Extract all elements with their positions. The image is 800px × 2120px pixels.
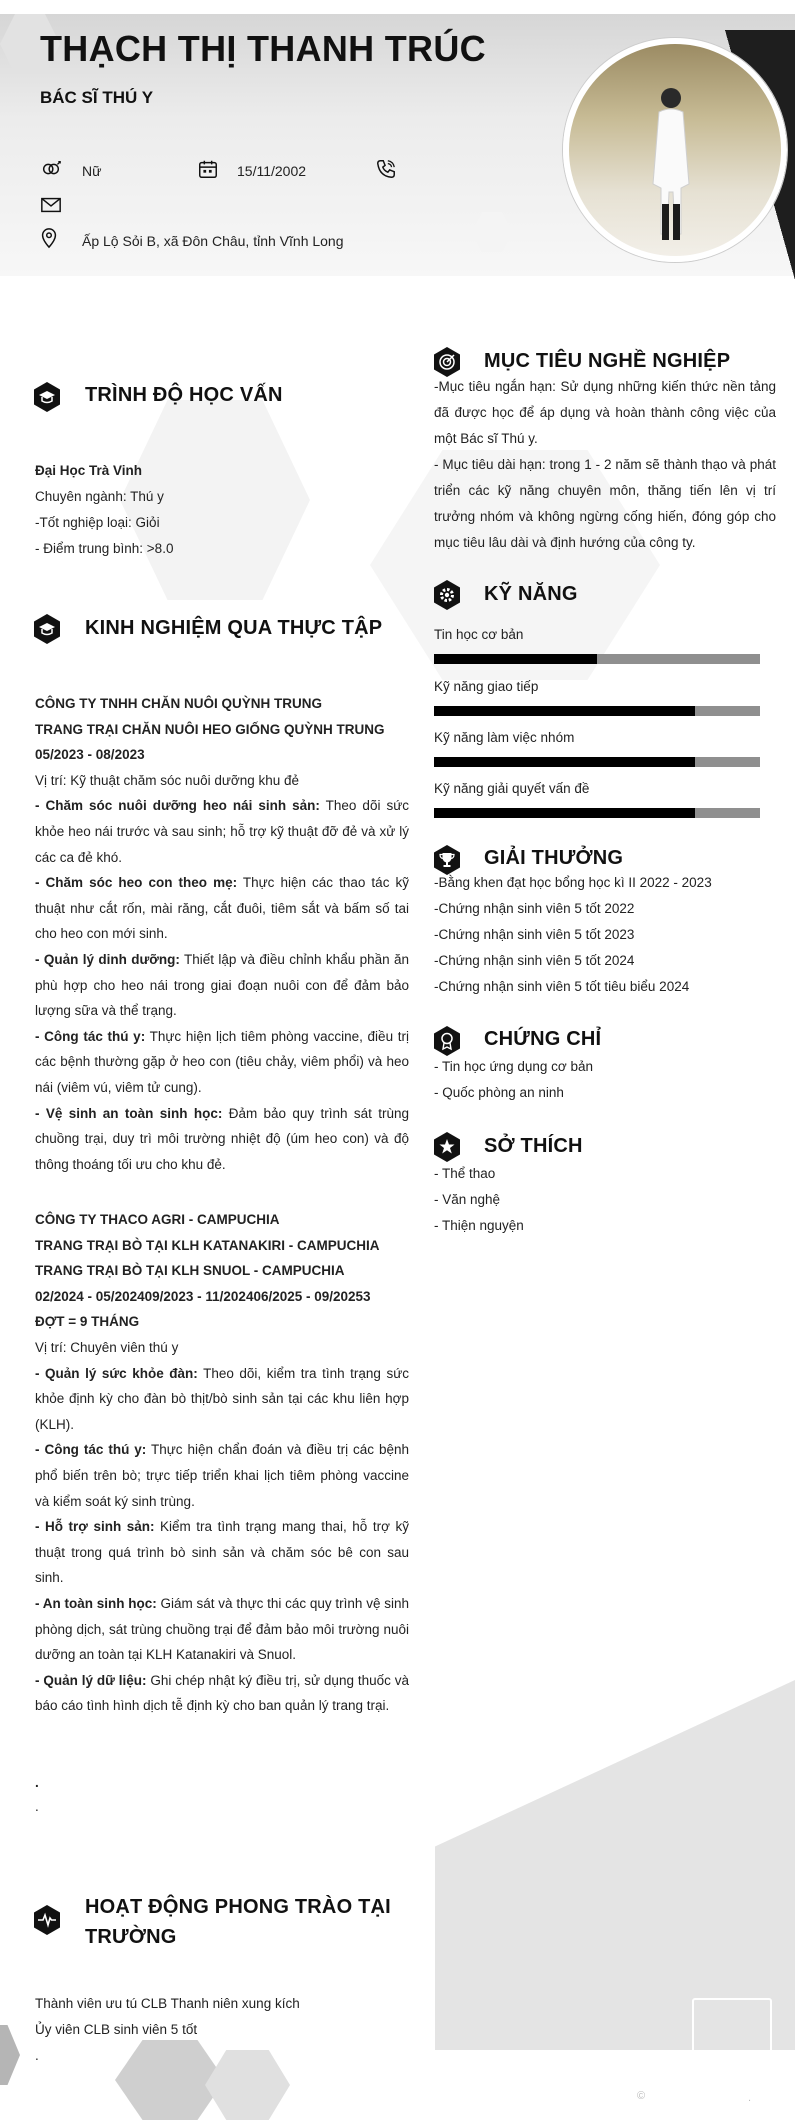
duty-item: - Công tác thú y: Thực hiện lịch tiêm phòng vaccine, điều trị các bệnh thường gặp ở heo con (tiêu chảy, viêm phổi) và heo nái (viêm vú, viêm tử cung). — [35, 1028, 409, 1095]
activities-heading-line: TRƯỜNG — [85, 1926, 177, 1948]
certificate-line: - Tin học ứng dụng cơ bản — [434, 1059, 593, 1074]
footer-mark: © — [637, 2090, 646, 2102]
duty-item: - Quản lý dinh dưỡng: Thiết lập và điều chỉnh khẩu phần ăn phù hợp cho heo nái trong giai đoạn nuôi con để đảm bảo lượng sữa và thể trạng. — [35, 951, 410, 1019]
experience-job-1 — [35, 691, 409, 1177]
activities-block — [35, 1991, 405, 2069]
experience-dot: . — [35, 1799, 39, 1814]
address-value: Ấp Lộ Sỏi B, xã Đôn Châu, tỉnh Vĩnh Long — [82, 233, 344, 249]
activity-line: . — [35, 2048, 39, 2063]
person-silhouette — [651, 84, 691, 244]
phone-icon — [375, 158, 397, 185]
company-line: TRANG TRẠI BÒ TẠI KLH SNUOL - CAMPUCHIA — [35, 1263, 345, 1279]
avatar — [563, 38, 787, 262]
footer-dot: . — [748, 2092, 752, 2104]
company-line: CÔNG TY TNHH CHĂN NUÔI QUỲNH TRUNG — [35, 696, 323, 711]
skill-bar — [434, 654, 760, 664]
job-position: Vị trí: Kỹ thuật chăm sóc nuôi dưỡng khu đẻ — [35, 772, 300, 788]
duty-item: - Công tác thú y: Thực hiện chẩn đoán và điều trị các bệnh phổ biến trên bò; trực tiếp triển khai lịch tiêm phòng vaccine và kiểm soát ký sinh trùng. — [35, 1442, 409, 1509]
birthdate-value: 15/11/2002 — [237, 163, 307, 179]
education-block — [35, 458, 405, 562]
certificates-heading: CHỨNG CHỈ — [484, 1028, 602, 1050]
hobby-line: - Thiện nguyện — [434, 1218, 524, 1233]
graduation-cap-icon — [34, 382, 60, 417]
experience-heading: KINH NGHIỆM QUA THỰC TẬP — [85, 617, 383, 639]
gear-icon — [434, 580, 460, 615]
certificate-line: - Quốc phòng an ninh — [434, 1085, 564, 1100]
bg-hexagon-bottom-left — [0, 2025, 20, 2085]
duty-item: - An toàn sinh học: Giám sát và thực thi các quy trình vệ sinh phòng dịch, sát trùng chuồng trại để đảm bảo môi trường nuôi dưỡng an toàn tại KLH Katanakiri và Snuol. — [35, 1595, 409, 1663]
skill-bar — [434, 757, 760, 767]
awards-heading: GIẢI THƯỞNG — [484, 847, 624, 869]
graduation-cap-icon — [34, 614, 60, 649]
duty-item: - Vệ sinh an toàn sinh học: Đảm bảo quy trình sát trùng chuồng trại, duy trì môi trường nhiệt độ (úm heo con) và độ thông thoáng tối ưu cho khu đẻ. — [35, 1105, 410, 1172]
award-line: -Chứng nhận sinh viên 5 tốt 2022 — [434, 901, 635, 916]
experience-dot: . — [35, 1775, 39, 1790]
experience-job-2 — [35, 1207, 409, 1719]
award-line: -Bằng khen đạt học bổng học kì II 2022 - 2023 — [434, 875, 712, 890]
objective-heading: MỤC TIÊU NGHỀ NGHIỆP — [484, 350, 731, 372]
company-line: TRANG TRẠI BÒ TẠI KLH KATANAKIRI - CAMPUCHIA — [35, 1237, 380, 1253]
activities-heading — [85, 1892, 391, 1952]
skill-bar — [434, 808, 760, 818]
hobbies-heading: SỞ THÍCH — [484, 1135, 583, 1157]
bg-polygon-bottom-right — [435, 1680, 795, 2050]
email-icon — [40, 194, 62, 221]
company-line: TRANG TRẠI CHĂN NUÔI HEO GIỐNG QUỲNH TRUNG — [35, 721, 385, 737]
job-position: Vị trí: Chuyên viên thú y — [35, 1339, 179, 1355]
objective-long: - Mục tiêu dài hạn: trong 1 - 2 năm sẽ thành thạo và phát triển các kỹ năng chuyên môn, thăng tiến lên vị trí trưởng nhóm và không ngừng cống hiến, đóng góp cho mục tiêu lâu dài và định hướng của công ty. — [434, 457, 776, 550]
education-school: Đại Học Trà Vinh — [35, 463, 143, 478]
activity-line: Ủy viên CLB sinh viên 5 tốt — [35, 2022, 198, 2037]
candidate-name: THẠCH THỊ THANH TRÚC — [40, 28, 486, 69]
hobbies-block — [434, 1161, 776, 1239]
award-line: -Chứng nhận sinh viên 5 tốt 2023 — [434, 927, 635, 942]
award-line: -Chứng nhận sinh viên 5 tốt tiêu biểu 2024 — [434, 979, 690, 994]
heartbeat-icon — [34, 1905, 60, 1940]
education-heading: TRÌNH ĐỘ HỌC VẤN — [85, 384, 283, 406]
duty-item: - Quản lý sức khỏe đàn: Theo dõi, kiểm tra tình trạng sức khỏe định kỳ cho đàn bò thịt/bò sinh sản tại các khu liên hợp (KLH). — [35, 1365, 409, 1432]
objective-short: -Mục tiêu ngắn hạn: Sử dụng những kiến thức nền tảng đã được học để áp dụng và hoàn thành công việc của một Bác sĩ Thú y. — [434, 379, 776, 446]
bg-square-outline — [692, 1998, 772, 2078]
candidate-title: BÁC SĨ THÚ Y — [40, 88, 154, 107]
company-line: CÔNG TY THACO AGRI - CAMPUCHIA — [35, 1212, 280, 1227]
objective-block — [434, 374, 776, 556]
gender-icon — [40, 158, 62, 185]
education-line: - Điểm trung bình: >8.0 — [35, 541, 174, 556]
duty-item: - Hỗ trợ sinh sản: Kiểm tra tình trạng mang thai, hỗ trợ kỹ thuật trong quá trình bò sinh sản và chăm sóc bê con sau sinh. — [35, 1519, 409, 1586]
skill-bar-fill — [434, 706, 695, 716]
company-line: 02/2024 - 05/202409/2023 - 11/202406/2025 - 09/20253 — [35, 1288, 371, 1304]
duty-item: - Chăm sóc heo con theo mẹ: Thực hiện các thao tác kỹ thuật như cắt rốn, mài răng, cắt đuôi, tiêm sắt và bấm số tai cho heo con mới sinh. — [35, 875, 409, 942]
hobby-line: - Văn nghệ — [434, 1192, 501, 1207]
activities-heading-line: HOẠT ĐỘNG PHONG TRÀO TẠI — [85, 1896, 391, 1918]
skill-label: Tin học cơ bản — [434, 627, 524, 642]
calendar-icon — [197, 158, 219, 185]
awards-block — [434, 870, 776, 1000]
skill-label: Kỹ năng giao tiếp — [434, 679, 539, 694]
company-line: 05/2023 - 08/2023 — [35, 747, 145, 763]
skills-heading: KỸ NĂNG — [484, 583, 578, 605]
education-line: -Tốt nghiệp loại: Giỏi — [35, 515, 160, 530]
skill-bar — [434, 706, 760, 716]
certificates-block — [434, 1054, 776, 1106]
activity-line: Thành viên ưu tú CLB Thanh niên xung kích — [35, 1996, 300, 2011]
location-icon — [38, 227, 60, 254]
duty-item: - Quản lý dữ liệu: Ghi chép nhật ký điều trị, sử dụng thuốc và báo cáo tình hình dịch tễ định kỳ cho ban quản lý trang trại. — [35, 1672, 409, 1714]
hobby-line: - Thể thao — [434, 1166, 496, 1181]
award-line: -Chứng nhận sinh viên 5 tốt 2024 — [434, 953, 635, 968]
duty-item: - Chăm sóc nuôi dưỡng heo nái sinh sản: Theo dõi sức khỏe heo nái trước và sau sinh; hỗ trợ kỹ thuật đỡ đẻ và xử lý các ca đẻ khó. — [35, 798, 409, 865]
skill-bar-fill — [434, 654, 597, 664]
education-line: Chuyên ngành: Thú y — [35, 489, 164, 504]
skill-label: Kỹ năng làm việc nhóm — [434, 730, 575, 745]
gender-value: Nữ — [82, 163, 102, 179]
skill-bar-fill — [434, 808, 695, 818]
skill-bar-fill — [434, 757, 695, 767]
company-line: ĐỢT = 9 THÁNG — [35, 1314, 140, 1330]
skill-label: Kỹ năng giải quyết vấn đề — [434, 781, 590, 796]
